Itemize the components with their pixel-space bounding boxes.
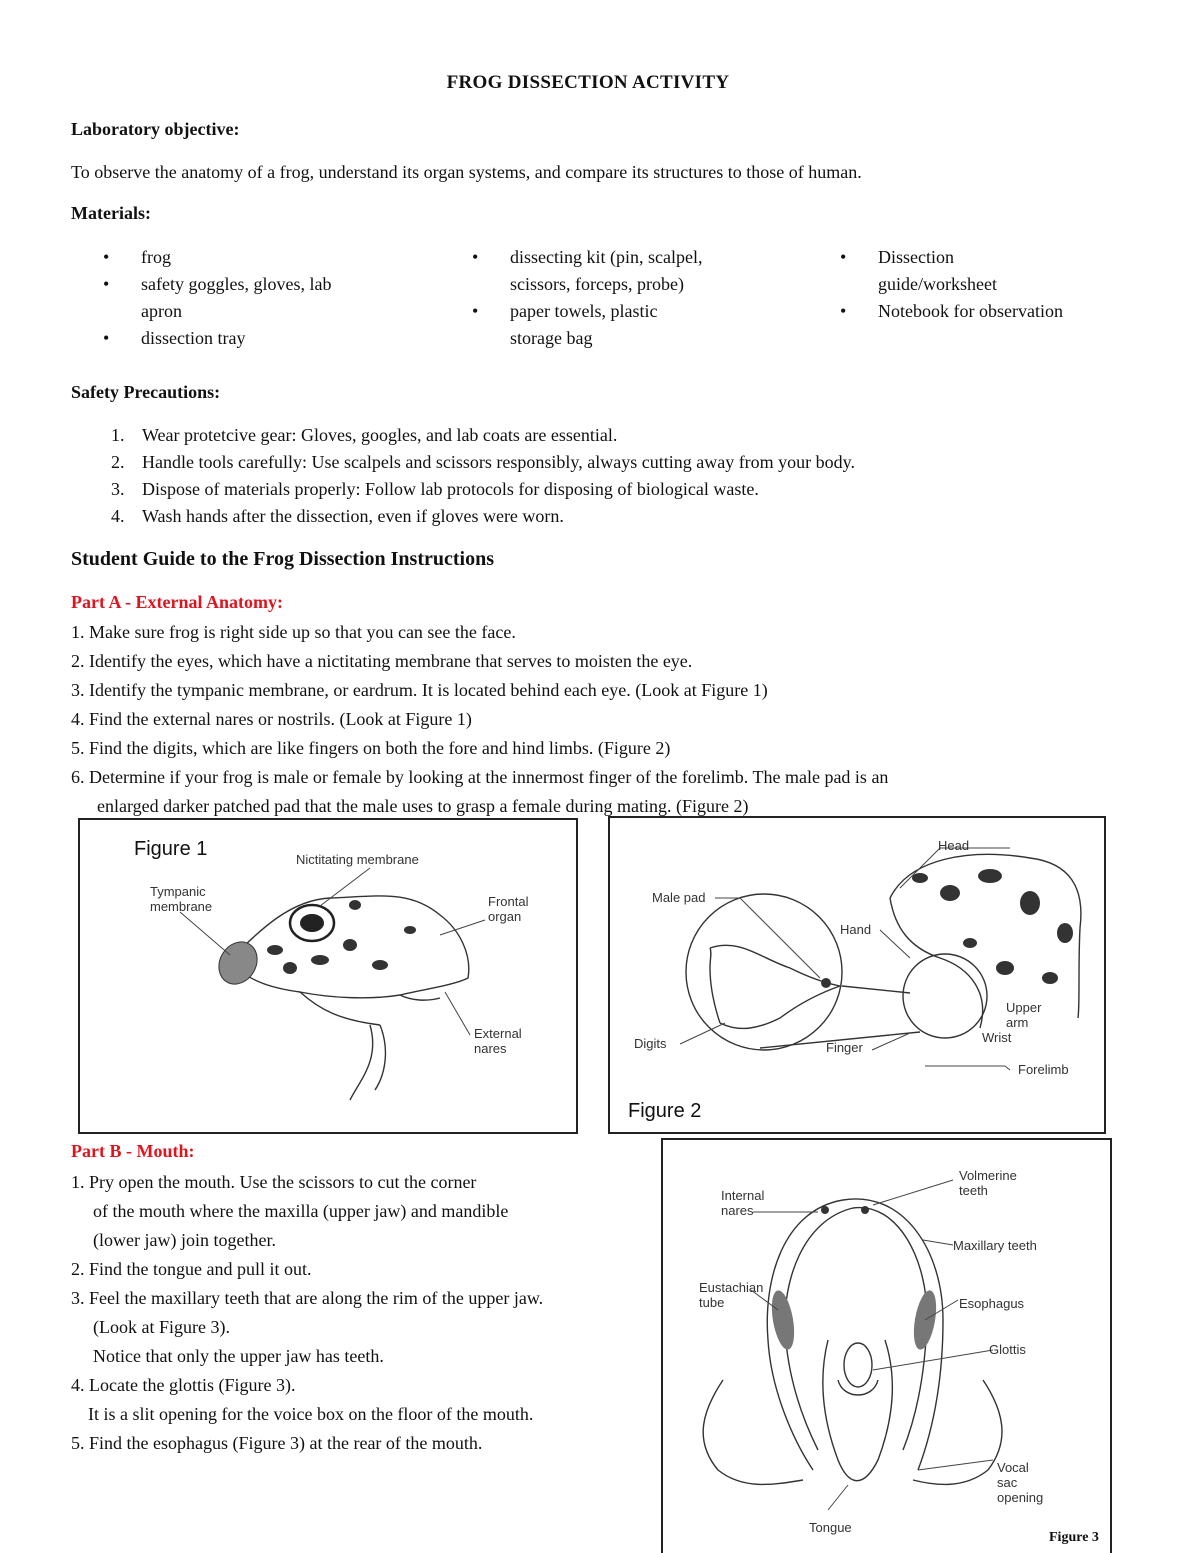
safety-list [71,422,1131,530]
list-item: • frog [103,244,363,271]
tympanic-membrane-shape [211,935,264,991]
figure-2 [608,816,1106,1134]
list-number: 2. [111,452,125,472]
list-item [71,422,1131,449]
label-tympanic: Tympanic membrane [150,884,213,914]
label-esophagus: Esophagus [959,1296,1025,1311]
step-line: 2. Identify the eyes, which have a nictitating membrane that serves to moisten the eye. [71,651,693,671]
step-line: (lower jaw) join together. [93,1230,276,1250]
label-eustachian-tube: Eustachian tube [699,1280,764,1310]
label-vocal-sac: Vocal sac opening [997,1460,1044,1505]
label-head: Head [938,838,970,853]
label-forelimb: Forelimb [1018,1062,1069,1077]
step-line: 3. Identify the tympanic membrane, or eardrum. It is located behind each eye. (Look at Figure 1) [71,680,768,700]
list-item: • Dissection guide/worksheet [840,244,1038,298]
step-line: 4. Locate the glottis (Figure 3). [71,1375,296,1395]
step-line: 1. Pry open the mouth. Use the scissors to cut the corner [71,1172,477,1192]
label-vomerine-teeth: Volmerine teeth [959,1168,1017,1198]
label-internal-nares: Internal nares [721,1188,765,1218]
step-line: of the mouth where the maxilla (upper jaw) and mandible [93,1201,509,1221]
list-item [71,476,1131,503]
figure-3 [661,1138,1112,1553]
materials-list-col3 [840,244,1110,325]
figure-3-caption: Figure 3 [1049,1530,1099,1545]
list-item: • paper towels, plastic storage bag [472,298,710,352]
label-digits: Digits [634,1036,667,1051]
label-maxillary-teeth: Maxillary teeth [953,1238,1037,1253]
label-hand: Hand [840,922,872,937]
page-title: FROG DISSECTION ACTIVITY [446,72,730,93]
step-line: 6. Determine if your frog is male or female by looking at the innermost finger of the forelimb. The male pad is an [71,767,889,787]
objective-text: To observe the anatomy of a frog, understand its organ systems, and compare its structures to those of human. [71,162,862,182]
list-text: Wash hands after the dissection, even if gloves were worn. [142,506,564,526]
step-line: (Look at Figure 3). [93,1317,230,1337]
list-text: Wear protetcive gear: Gloves, googles, and lab coats are essential. [142,425,618,445]
label-upper-arm: Upper arm [1006,1000,1042,1030]
part-b-heading: Part B - Mouth: [71,1141,195,1161]
list-number: 1. [111,425,125,445]
guide-heading: Student Guide to the Frog Dissection Instructions [71,548,494,570]
label-finger: Finger [826,1040,863,1055]
step-line: 5. Find the digits, which are like fingers on both the fore and hind limbs. (Figure 2) [71,738,671,758]
list-text: Dispose of materials properly: Follow lab protocols for disposing of biological waste. [142,479,759,499]
list-item [71,503,1131,530]
list-text: Handle tools carefully: Use scalpels and scissors responsibly, always cutting away from your body. [142,452,856,472]
safety-heading: Safety Precautions: [71,382,221,402]
label-frontal: Frontal organ [488,894,529,924]
materials-heading: Materials: [71,203,151,223]
step-line: 3. Feel the maxillary teeth that are along the rim of the upper jaw. [71,1288,544,1308]
step-line: 1. Make sure frog is right side up so that you can see the face. [71,622,516,642]
list-item: • dissecting kit (pin, scalpel, scissors, forceps, probe) [472,244,736,298]
materials-list-col1 [103,244,363,352]
step-line: 4. Find the external nares or nostrils. (Look at Figure 1) [71,709,472,729]
part-a-steps [71,618,888,821]
step-line: Notice that only the upper jaw has teeth. [93,1346,384,1366]
list-item: • safety goggles, gloves, lab apron [103,271,356,325]
step-line: 2. Find the tongue and pull it out. [71,1259,312,1279]
label-glottis: Glottis [989,1342,1026,1357]
figure-2-caption: Figure 2 [628,1100,702,1122]
part-a-heading: Part A - External Anatomy: [71,592,283,612]
list-number: 3. [111,479,125,499]
list-item: • Notebook for observation [840,298,1110,325]
list-number: 4. [111,506,125,526]
step-line: enlarged darker patched pad that the male uses to grasp a female during mating. (Figure 2) [97,796,749,816]
frog-forelimb-illustration [610,818,1104,1132]
label-tongue: Tongue [809,1520,852,1535]
label-wrist: Wrist [982,1030,1012,1045]
figure-1 [78,818,578,1134]
step-line: 5. Find the esophagus (Figure 3) at the rear of the mouth. [71,1433,483,1453]
materials-list-col2 [472,244,742,352]
label-nictitating: Nictitating membrane [296,852,419,867]
figure-1-caption: Figure 1 [134,838,208,860]
part-b-steps [71,1168,543,1458]
step-line: It is a slit opening for the voice box on the floor of the mouth. [88,1404,534,1424]
label-external-nares: External nares [474,1026,522,1056]
objective-heading: Laboratory objective: [71,119,240,139]
label-male-pad: Male pad [652,890,706,905]
list-item: • dissection tray [103,325,363,352]
list-item [71,449,1131,476]
